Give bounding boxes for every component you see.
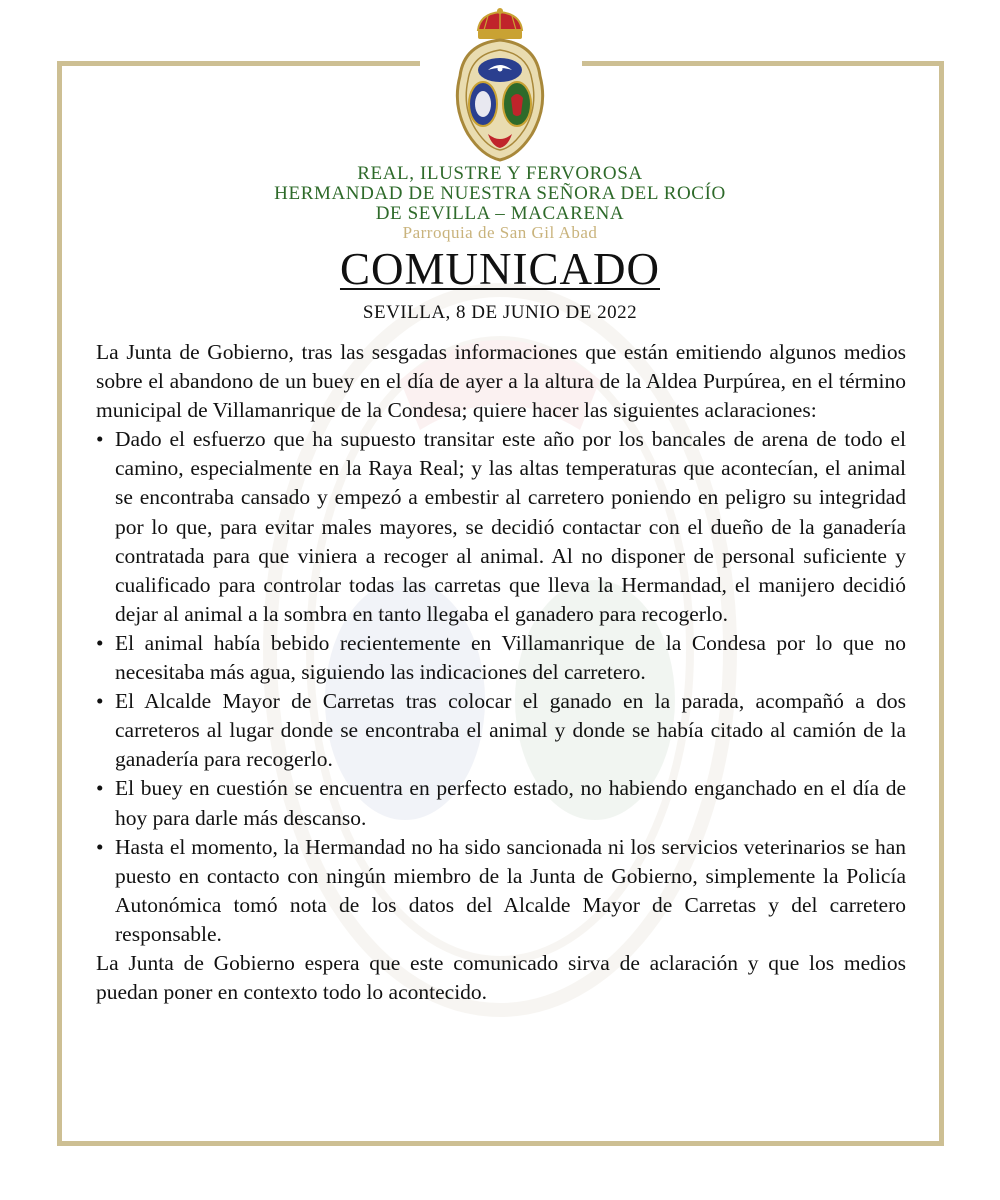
header-line-2: HERMANDAD DE NUESTRA SEÑORA DEL ROCÍO (274, 183, 726, 204)
header-parish: Parroquia de San Gil Abad (402, 223, 598, 242)
list-item-text: Dado el esfuerzo que ha supuesto transitar este año por los bancales de arena de todo el camino, especialmente en la Raya Real; y las altas temperaturas que acontecían, el animal se encontraba cansado y empezó a embestir al carretero poniendo en peligro su integridad por lo que, para evitar males mayores, se decidió contactar con el dueño de la ganadería contratada para que viniera a recoger al animal. Al no disponer de personal suficiente y cualificado para controlar todas las carretas que lleva la Hermandad, el manijero decidió dejar al animal a la sombra en tanto llegaba el ganadero para recogerlo. (115, 427, 906, 626)
bullet-icon: • (96, 689, 104, 714)
bullet-icon: • (96, 427, 104, 452)
header-line-3: DE SEVILLA – MACARENA (375, 203, 625, 224)
clarifications-list (96, 425, 906, 949)
brotherhood-coat-of-arms-icon (448, 6, 552, 164)
intro-paragraph: La Junta de Gobierno, tras las sesgadas informaciones que están emitiendo algunos medios sobre el abandono de un buey en el día de ayer a la altura de la Aldea Purpúrea, en el término municipal de Villamanrique de la Condesa; quiere hacer las siguientes aclaraciones: (96, 340, 906, 423)
bullet-icon: • (96, 630, 104, 655)
list-item-text: Hasta el momento, la Hermandad no ha sido sancionada ni los servicios veterinarios se han puesto en contacto con ningún miembro de la Junta de Gobierno, simplemente la Policía Autonómica tomó nota de los datos del Alcalde Mayor de Carretas y del carretero responsable. (115, 834, 906, 946)
list-item-text: El buey en cuestión se encuentra en perfecto estado, no habiendo enganchado en el día de hoy para darle más descanso. (115, 776, 906, 830)
document-date: SEVILLA, 8 DE JUNIO DE 2022 (362, 302, 638, 323)
bullet-icon: • (96, 776, 104, 801)
list-item-text: El animal había bebido recientemente en Villamanrique de la Condesa por lo que no necesitaba más agua, siguiendo las indicaciones del carretero. (115, 630, 906, 685)
list-item (96, 425, 906, 629)
list-item (96, 687, 906, 774)
list-item (96, 833, 906, 949)
bullet-icon: • (96, 834, 104, 859)
list-item (96, 774, 906, 832)
document-body (96, 338, 906, 1007)
document-title: COMUNICADO (339, 244, 660, 294)
list-item (96, 629, 906, 687)
header-line-1: REAL, ILUSTRE Y FERVOROSA (357, 163, 643, 184)
closing-paragraph: La Junta de Gobierno espera que este comunicado sirva de aclaración y que los medios puedan poner en contexto todo lo acontecido. (96, 950, 906, 1005)
header-block (100, 164, 900, 242)
list-item-text: El Alcalde Mayor de Carretas tras colocar el ganado en la parada, acompañó a dos carreteros al lugar donde se encontraba el animal y donde se había citado al camión de la ganadería para recogerlo. (115, 689, 906, 772)
